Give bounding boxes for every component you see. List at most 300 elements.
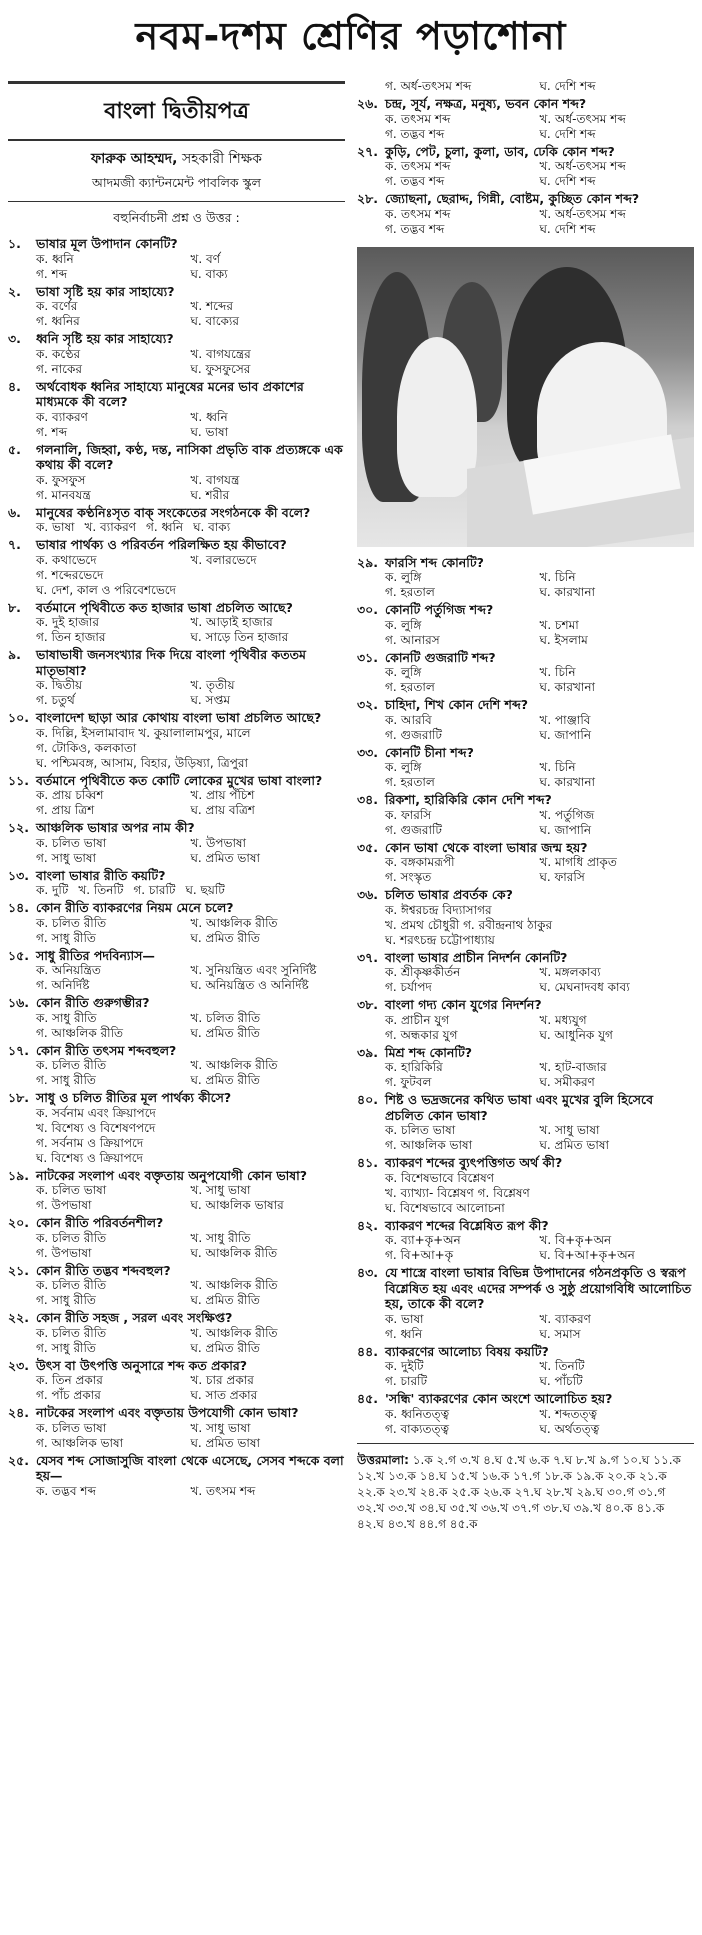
option: ঘ. শরীর xyxy=(190,487,230,502)
question-text: কোন রীতি তদ্ভব শব্দবহুল? xyxy=(36,1262,171,1278)
option: ঘ. সাড়ে তিন হাজার xyxy=(190,630,289,644)
option: গ. শব্দ xyxy=(36,424,68,439)
option: খ. শব্দের xyxy=(190,299,233,313)
question-row xyxy=(8,820,345,836)
option: গ. হরতাল xyxy=(385,775,435,789)
question-text: বাংলা ভাষার প্রাচীন নিদর্শন কোনটি? xyxy=(385,949,568,965)
option: খ. ধ্বনি xyxy=(190,409,228,424)
question-number: ১. xyxy=(8,236,21,251)
option: গ. শব্দেরভেদে xyxy=(36,567,104,582)
answer-key-text: ১.ক ২.গ ৩.খ ৪.ঘ ৫.খ ৬.ক ৭.ঘ ৮.খ ৯.গ ১০.ঘ ১১.ক ১২.খ ১৩.ক ১৪.ঘ ১৫.খ ১৬.ক ১৭.গ ১৮.ক ১৯.ক ২০.ক ২১.ক ২২.ক ২৩.খ ২৪.ক ২৫.ক ২৬.ক ২৭.ঘ ২৮.খ ২৯.ঘ ৩০.গ ৩১.গ ৩২.খ ৩৩.খ ৩৪.ঘ ৩৫.খ ৩৬.খ ৩৭.গ ৩৮.ঘ ৩৯.খ ৪০.ক ৪১.ক ৪২.ঘ ৪৩.খ ৪৪.গ ৪৫.ক xyxy=(357,1452,681,1531)
question-row xyxy=(357,697,694,713)
question-number: ২৮. xyxy=(357,191,378,206)
mcq-item xyxy=(8,1453,345,1499)
options xyxy=(8,1106,345,1166)
mcq-item xyxy=(8,442,345,503)
option: খ. আঞ্চলিক রীতি xyxy=(190,915,278,930)
option: ঘ. প্রমিত রীতি xyxy=(190,1340,260,1355)
option: গ. তিন হাজার xyxy=(36,630,106,644)
mcq-item xyxy=(8,995,345,1041)
option: গ. চতুর্থ xyxy=(36,693,75,707)
question-number: ৩৪. xyxy=(357,792,378,807)
question-number: ২৭. xyxy=(357,143,379,159)
option: খ. সাধু ভাষা xyxy=(539,1123,600,1137)
answer-key xyxy=(357,1443,694,1532)
option: খ. অর্ধ-তৎসম শব্দ xyxy=(539,206,626,221)
question-row xyxy=(8,1405,345,1421)
mcq-item xyxy=(8,537,345,598)
question-number: ২৬. xyxy=(357,96,379,111)
mcq-item xyxy=(357,191,694,237)
question-row xyxy=(357,555,694,571)
question-number: ৪১. xyxy=(357,1155,378,1170)
option: ঘ. কারখানা xyxy=(539,775,596,789)
mcq-item xyxy=(8,1215,345,1261)
question-number: ২৯. xyxy=(357,554,378,570)
option: ঘ. প্রায় বত্রিশ xyxy=(190,803,255,817)
option: ঘ. জাপানি xyxy=(539,727,591,742)
question-text: বাংলা গদ্য কোন যুগের নিদর্শন? xyxy=(385,997,542,1012)
question-text: মানুষের কণ্ঠনিঃসৃত বাক্ সংকেতের সংগঠনকে কী বলে? xyxy=(36,504,311,520)
option: ক. দ্বিতীয় xyxy=(36,678,83,692)
mcq-item xyxy=(8,647,345,708)
option: গ. পাঁচ প্রকার xyxy=(36,1388,101,1402)
option: ক. দুই হাজার xyxy=(36,615,99,629)
option: গ. আনারস xyxy=(385,632,440,647)
question-text: শিষ্ট ও ভদ্রজনের কথিত ভাষা এবং মুখের বুলি হিসেবে প্রচলিত কোন ভাষা? xyxy=(385,1092,654,1123)
mcq-item xyxy=(357,1265,694,1342)
question-text: কোনটি পর্তুগিজ শব্দ? xyxy=(385,602,494,617)
option: খ. চশমা xyxy=(539,617,579,632)
question-text: গলনালি, জিহ্বা, কণ্ঠ, দন্ত, নাসিকা প্রভৃতি বাক প্রত্যঙ্গকে এক কথায় কী বলে? xyxy=(36,441,343,472)
option: খ. বাগযন্ত্রের xyxy=(190,346,251,361)
option: গ. তদ্ভব শব্দ xyxy=(385,126,445,141)
options xyxy=(8,678,345,708)
continued-options xyxy=(357,79,694,94)
mcq-item xyxy=(357,950,694,996)
option: গ. হরতাল xyxy=(385,585,435,599)
question-row xyxy=(357,745,694,761)
question-text: নাটকের সংলাপ এবং বক্তৃতায় অনুপযোগী কোন ভাষা? xyxy=(36,1167,308,1183)
question-row xyxy=(357,602,694,618)
question-number: ৩. xyxy=(8,331,21,346)
question-number: ২. xyxy=(8,283,21,299)
question-row xyxy=(8,600,345,616)
options xyxy=(8,347,345,377)
mcq-item xyxy=(8,505,345,536)
question-row xyxy=(8,900,345,916)
option: গ. ধ্বনি xyxy=(145,520,184,534)
options xyxy=(357,1060,694,1090)
option: গ. তদ্ভব শব্দ xyxy=(385,221,445,236)
option: গ. প্রায় ত্রিশ xyxy=(36,803,95,817)
option: খ. অর্ধ-তৎসম শব্দ xyxy=(539,159,626,173)
option: ঘ. ভাষা xyxy=(190,424,229,439)
question-text: ধ্বনি সৃষ্টি হয় কার সাহায্যে? xyxy=(36,331,174,346)
option: ক. চলিত রীতি xyxy=(36,1325,107,1340)
option: ঘ. দেশি শব্দ xyxy=(539,221,596,236)
option: গ. সাধু রীতি xyxy=(36,930,96,945)
question-text: কোন রীতি পরিবর্তনশীল? xyxy=(36,1215,164,1230)
subject-title: বাংলা দ্বিতীয়পত্র xyxy=(8,84,345,141)
option: ক. দুইটি xyxy=(385,1359,424,1373)
question-text: আঞ্চলিক ভাষার অপর নাম কী? xyxy=(36,820,195,835)
options xyxy=(8,1011,345,1041)
section-title: বহুনির্বাচনী প্রশ্ন ও উত্তর : xyxy=(113,210,240,225)
option: ক. বর্ণের xyxy=(36,299,78,313)
options xyxy=(8,1373,345,1403)
options xyxy=(357,1233,694,1263)
question-row xyxy=(357,1391,694,1407)
question-text: কোনটি চীনা শব্দ? xyxy=(385,744,474,760)
question-number: ১১. xyxy=(8,772,29,788)
question-text: চলিত ভাষার প্রবর্তক কে? xyxy=(385,887,513,902)
mcq-item xyxy=(8,1043,345,1089)
option: খ. প্রায় পঁচিশ xyxy=(190,788,255,802)
question-row xyxy=(8,1090,345,1106)
question-row xyxy=(357,1155,694,1171)
option: ঘ. প্রমিত ভাষা xyxy=(190,850,260,865)
question-row xyxy=(8,331,345,347)
option: খ. প্রমথ চৌধুরী গ. রবীন্দ্রনাথ ঠাকুর xyxy=(385,917,553,932)
question-number: ৮. xyxy=(8,599,21,615)
option: খ. আঞ্চলিক রীতি xyxy=(190,1278,278,1292)
options xyxy=(8,916,345,946)
question-number: ১৫. xyxy=(8,947,29,963)
question-text: নাটকের সংলাপ এবং বক্তৃতায় উপযোগী কোন ভাষা? xyxy=(36,1405,299,1420)
question-number: ৩৬. xyxy=(357,887,379,902)
option: ঘ. ছয়টি xyxy=(185,883,225,897)
option: ক. চলিত ভাষা xyxy=(385,1123,456,1137)
question-text: ভাষার পার্থক্য ও পরিবর্তন পরিলক্ষিত হয় কীভাবে? xyxy=(36,537,287,552)
option: খ. সাধু ভাষা xyxy=(190,1183,251,1197)
option: ঘ. বাক্য xyxy=(190,266,228,281)
option: ক. লুঙ্গি xyxy=(385,617,422,632)
mcq-item xyxy=(8,379,345,440)
question-number: ৩৫. xyxy=(357,839,378,855)
option: ক. কথাভেদে xyxy=(36,552,97,567)
options xyxy=(357,618,694,648)
question-text: বর্তমানে পৃথিবীতে কত হাজার ভাষা প্রচলিত আছে? xyxy=(36,599,293,615)
question-row xyxy=(8,948,345,964)
option: গ. মানবযন্ত্র xyxy=(36,487,91,502)
option: ঘ. শরৎচন্দ্র চট্টোপাধ্যায় xyxy=(385,932,495,947)
options xyxy=(8,1326,345,1356)
options xyxy=(357,713,694,743)
option: গ. আঞ্চলিক রীতি xyxy=(36,1025,124,1040)
option: গ. টোকিও, কলকাতা xyxy=(36,740,137,755)
option: গ. আঞ্চলিক ভাষা xyxy=(36,1435,124,1450)
option: গ. অনির্দিষ্ট xyxy=(36,978,90,992)
question-row xyxy=(8,995,345,1011)
option: ঘ. পাঁচটি xyxy=(539,1374,583,1388)
options xyxy=(8,1278,345,1308)
option: গ. নাকের xyxy=(36,361,82,376)
question-number: ২০. xyxy=(8,1215,30,1230)
question-text: ব্যাকরণ শব্দের বিশ্লেষিত রূপ কী? xyxy=(385,1217,549,1233)
option: ক. দিল্লি, ইসলামাবাদ খ. কুয়ালালামপুর, মালে xyxy=(36,725,251,740)
option: ক. লুঙ্গি xyxy=(385,570,422,584)
option: ঘ. সমীকরণ xyxy=(539,1075,595,1089)
question-text: সাধু ও চলিত রীতির মূল পার্থক্য কীসে? xyxy=(36,1090,232,1105)
option: গ. সাধু ভাষা xyxy=(36,850,96,865)
option: ক. কণ্ঠের xyxy=(36,346,81,361)
option: খ. সাধু রীতি xyxy=(190,1230,251,1245)
options xyxy=(8,788,345,818)
option: ক. বঙ্গকামরূপী xyxy=(385,855,455,869)
mcq-item xyxy=(8,900,345,946)
mcq-item xyxy=(8,710,345,771)
question-number: ৩৮. xyxy=(357,997,378,1012)
option: ক. প্রায় চব্বিশ xyxy=(36,788,104,802)
option: ক. ভাষা xyxy=(36,520,75,534)
options xyxy=(357,1123,694,1153)
question-number: ৬. xyxy=(8,504,21,520)
options xyxy=(8,520,345,535)
option: গ. তদ্ভব শব্দ xyxy=(385,174,445,188)
question-row xyxy=(357,1344,694,1360)
options xyxy=(8,473,345,503)
mcq-item xyxy=(357,555,694,601)
options xyxy=(8,836,345,866)
option: ক. প্রাচীন যুগ xyxy=(385,1012,450,1027)
option: ঘ. বাক্যের xyxy=(190,314,239,328)
option: গ. ধ্বনি xyxy=(385,1326,423,1341)
question-number: ২৪. xyxy=(8,1405,29,1420)
options xyxy=(357,1013,694,1043)
option: গ. ফুটবল xyxy=(385,1075,432,1089)
option: গ. চারটি xyxy=(385,1374,428,1388)
question-row xyxy=(357,1218,694,1234)
options xyxy=(8,553,345,598)
question-row xyxy=(8,505,345,521)
question-row xyxy=(8,773,345,789)
option: গ. সংস্কৃত xyxy=(385,870,432,884)
option: খ. তিনটি xyxy=(78,883,124,897)
option: খ. বলারভেদে xyxy=(190,552,257,567)
options xyxy=(357,855,694,885)
option: ক. তিন প্রকার xyxy=(36,1373,103,1387)
question-row xyxy=(357,887,694,903)
option: গ. গুজরাটি xyxy=(385,822,442,837)
mcq-item xyxy=(357,144,694,190)
options xyxy=(8,410,345,440)
option: ঘ. সপ্তম xyxy=(190,693,230,707)
question-text: কোন রীতি ব্যাকরণের নিয়ম মেনে চলে? xyxy=(36,900,234,915)
option: ঘ. বিশেষ্য ও ক্রিয়াপদে xyxy=(36,1150,143,1165)
option: ক. শ্রীকৃষ্ণকীর্তন xyxy=(385,965,461,979)
option: খ. সুনিয়ন্ত্রিত এবং সুনির্দিষ্ট xyxy=(190,963,317,977)
option: ক. ফারসি xyxy=(385,807,432,822)
option: গ. ধ্বনির xyxy=(36,314,80,328)
option: গ. উপভাষা xyxy=(36,1198,92,1212)
question-number: ১৩. xyxy=(8,867,29,883)
options xyxy=(8,615,345,645)
option: ঘ. অর্থতত্ত্ব xyxy=(539,1421,600,1436)
question-text: চাহিদা, শিখ কোন দেশি শব্দ? xyxy=(385,697,528,712)
option: গ. সাধু রীতি xyxy=(36,1073,96,1087)
question-text: ভাষাভাষী জনসংখ্যার দিক দিয়ে বাংলা পৃথিবীর কততম মাতৃভাষা? xyxy=(36,647,306,678)
question-text: ব্যাকরণ শব্দের ব্যুৎপত্তিগত অর্থ কী? xyxy=(385,1155,563,1170)
question-text: চন্দ্র, সূর্য, নক্ষত্র, মনুষ্য, ভবন কোন শব্দ? xyxy=(385,96,587,111)
question-number: ৩২. xyxy=(357,697,379,712)
question-text: যে শাস্ত্রে বাংলা ভাষার বিভিন্ন উপাদানের গঠনপ্রকৃতি ও স্বরূপ বিশ্লেষিত হয় এবং এদের সম্পর্ক ও সুষ্ঠু প্রয়োগবিধি আলোচিত হয়, তাকে কী বলে? xyxy=(385,1265,692,1311)
question-row xyxy=(357,191,694,207)
option: খ. আঞ্চলিক রীতি xyxy=(190,1058,278,1072)
option: ক. হারিকিরি xyxy=(385,1060,443,1074)
question-row xyxy=(357,1265,694,1312)
option: ক. তদ্ভব শব্দ xyxy=(36,1483,96,1498)
question-number: ৩৭. xyxy=(357,949,379,965)
options xyxy=(8,1183,345,1213)
question-text: রিকশা, হারিকিরি কোন দেশি শব্দ? xyxy=(385,792,552,807)
option: ঘ. দেশি শব্দ xyxy=(539,174,596,188)
mcq-item xyxy=(8,1405,345,1451)
mcq-item xyxy=(8,868,345,899)
question-row xyxy=(8,1168,345,1184)
option: ক. চলিত রীতি xyxy=(36,1278,107,1292)
mcq-item xyxy=(8,284,345,330)
option: ঘ. বি+আ+কৃ+অন xyxy=(539,1248,635,1262)
question-number: ২১. xyxy=(8,1262,29,1278)
question-row xyxy=(357,650,694,666)
option: খ. হাট-বাজার xyxy=(539,1060,607,1074)
question-number: ৪৪. xyxy=(357,1343,378,1359)
options xyxy=(8,299,345,329)
option: খ. চিনি xyxy=(539,570,576,584)
question-text: কুড়ি, পেট, চুলা, কুলা, ডাব, ঢেকি কোন শব্দ? xyxy=(385,143,615,159)
option: ঘ. বিশেষভাবে আলোচনা xyxy=(385,1200,505,1215)
mcq-item xyxy=(357,1344,694,1390)
option: খ. মধ্যযুগ xyxy=(539,1012,587,1027)
author-line xyxy=(8,141,345,173)
author-name: ফারুক আহম্মদ, xyxy=(91,151,178,167)
question-number: ১৭. xyxy=(8,1042,29,1058)
option: ক. অনিয়ন্ত্রিত xyxy=(36,963,101,977)
mcq-item xyxy=(8,1090,345,1166)
question-row xyxy=(8,647,345,678)
answer-key-label: উত্তরমালা: xyxy=(357,1452,409,1467)
option: ঘ. আঞ্চলিক রীতি xyxy=(190,1245,278,1260)
question-row xyxy=(357,950,694,966)
option: ঘ. দেশি শব্দ xyxy=(539,79,596,93)
option: ঘ. পশ্চিমবঙ্গ, আসাম, বিহার, উড়িষ্যা, ত্রিপুরা xyxy=(36,755,248,770)
question-text: ভাষার মূল উপাদান কোনটি? xyxy=(36,236,178,251)
option: ঘ. সমাস xyxy=(539,1326,581,1341)
mcq-item xyxy=(357,1092,694,1153)
option: গ. বাক্যতত্ত্ব xyxy=(385,1421,450,1436)
option: ক. ধ্বনিতত্ত্ব xyxy=(385,1406,450,1421)
question-row xyxy=(8,1358,345,1374)
option: ক. ভাষা xyxy=(385,1311,424,1326)
question-text: অর্থবোধক ধ্বনির সাহায্যে মানুষের মনের ভাব প্রকাশের মাধ্যমকে কী বলে? xyxy=(36,378,304,409)
option: খ. পাঞ্জাবি xyxy=(539,712,591,727)
mcq-item xyxy=(8,331,345,377)
option: গ. সর্বনাম ও ক্রিয়াপদে xyxy=(36,1135,144,1150)
mcq-item xyxy=(8,820,345,866)
option: ঘ. কারখানা xyxy=(539,680,596,694)
question-text: বাংলা ভাষার রীতি কয়টি? xyxy=(36,867,166,883)
option: খ. তৎসম শব্দ xyxy=(190,1483,256,1498)
mcq-item xyxy=(357,1218,694,1264)
option: খ. মঙ্গলকাব্য xyxy=(539,965,601,979)
question-text: মিশ্র শব্দ কোনটি? xyxy=(385,1044,473,1060)
question-row xyxy=(8,236,345,252)
option: গ. চর্যাপদ xyxy=(385,980,432,994)
option: ক. ধ্বনি xyxy=(36,251,74,266)
option: ক. সাধু রীতি xyxy=(36,1010,97,1025)
mcq-item xyxy=(8,236,345,282)
question-row xyxy=(8,710,345,726)
question-text: ভাষা সৃষ্টি হয় কার সাহায্যে? xyxy=(36,283,175,299)
mcq-item xyxy=(8,948,345,994)
options xyxy=(357,570,694,600)
option: ক. ব্যাকরণ xyxy=(36,409,88,424)
mcq-item xyxy=(357,1155,694,1216)
question-row xyxy=(8,1215,345,1231)
question-text: ব্যাকরণের আলোচ্য বিষয় কয়টি? xyxy=(385,1343,549,1359)
mcq-item xyxy=(8,1358,345,1404)
mcq-item xyxy=(357,650,694,696)
question-text: 'সন্ধি' ব্যাকরণের কোন অংশে আলোচিত হয়? xyxy=(385,1391,613,1406)
option: খ. পর্তুগিজ xyxy=(539,807,595,822)
question-row xyxy=(8,1043,345,1059)
option: খ. চলিত রীতি xyxy=(190,1010,261,1025)
question-number: ৩১. xyxy=(357,649,378,665)
options xyxy=(357,112,694,142)
question-row xyxy=(8,1453,345,1484)
options xyxy=(357,1407,694,1437)
question-row xyxy=(357,96,694,112)
option: ঘ. প্রমিত রীতি xyxy=(190,1073,260,1087)
option: ঘ. ইসলাম xyxy=(539,632,588,647)
question-number: ৪৩. xyxy=(357,1265,378,1280)
options xyxy=(8,1058,345,1088)
question-row xyxy=(8,1310,345,1326)
option: গ. উপভাষা xyxy=(36,1245,92,1260)
option: খ. বর্ণ xyxy=(190,251,220,266)
option: খ. আড়াই হাজার xyxy=(190,615,273,629)
option: ক. তৎসম শব্দ xyxy=(385,206,451,221)
option: ঘ. প্রমিত রীতি xyxy=(190,930,260,945)
question-row xyxy=(8,1263,345,1279)
question-text: সাধু রীতির পদবিন্যাস— xyxy=(36,947,155,963)
mcq-item xyxy=(8,1168,345,1214)
option: ঘ. প্রমিত ভাষা xyxy=(190,1435,260,1450)
options xyxy=(357,1312,694,1342)
option: গ. অন্ধকার যুগ xyxy=(385,1027,458,1042)
option: ঘ. অনিয়ন্ত্রিত ও অনির্দিষ্ট xyxy=(190,978,309,992)
option: খ. বাগযন্ত্র xyxy=(190,472,240,487)
option: খ. ব্যাকরণ xyxy=(539,1311,591,1326)
options xyxy=(357,159,694,189)
option: ক. আরবি xyxy=(385,712,432,727)
option: খ. তৃতীয় xyxy=(190,678,235,692)
mcq-item xyxy=(357,887,694,948)
question-row xyxy=(357,997,694,1013)
question-number: ১৯. xyxy=(8,1167,29,1183)
option: খ. ব্যাখ্যা- বিশ্লেষণ গ. বিশ্লেষণ xyxy=(385,1185,530,1200)
option: ঘ. কারখানা xyxy=(539,585,596,599)
option: ক. সর্বনাম এবং ক্রিয়াপদে xyxy=(36,1105,156,1120)
options xyxy=(357,1171,694,1216)
mcq-item xyxy=(357,997,694,1043)
content-columns xyxy=(8,79,694,1532)
options xyxy=(357,760,694,790)
option: ক. ব্যা+কৃ+অন xyxy=(385,1233,461,1247)
question-number: ১০. xyxy=(8,710,29,725)
option: ক. ঈশ্বরচন্দ্র বিদ্যাসাগর xyxy=(385,902,492,917)
